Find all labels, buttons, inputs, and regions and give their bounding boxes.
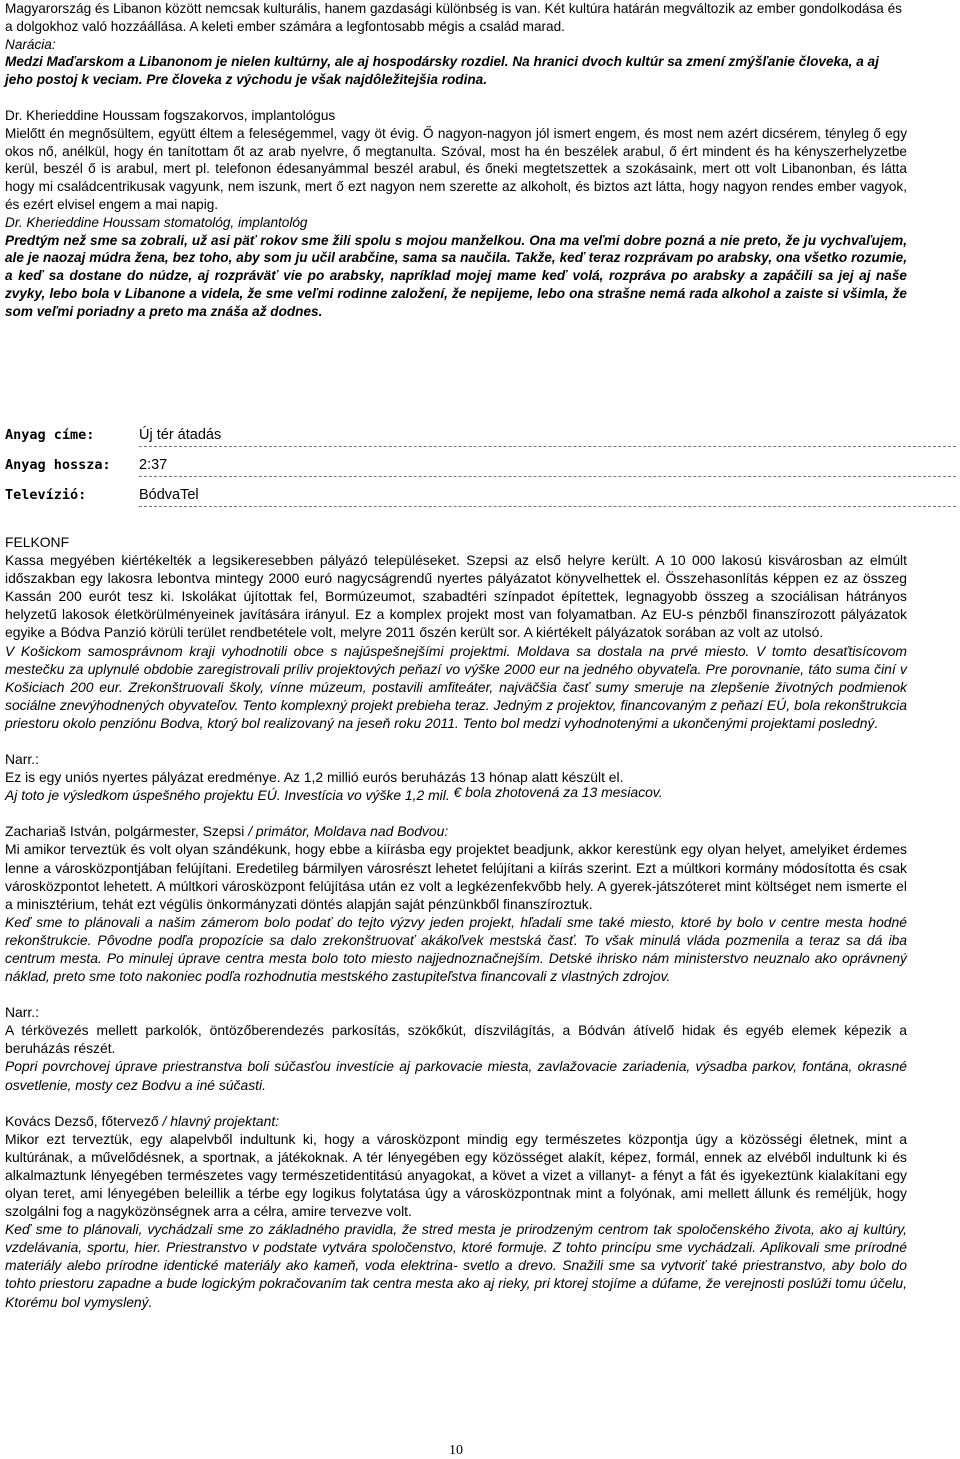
quote2-hu-paragraph: Mi amikor terveztük és volt olyan szándékunk, hogy ebbe a kiírásba egy projektet beadjunk, akkor kerestünk egy olyan helyet, amelyiket érdemes lenne a városközpontjában felújítani. Eredetileg bármilyen városrészt lehetet felújítani a kiírás szerint. Ezt a múltkori kormány módosította és csak városközpontot lehetett. A múltkori városközpont felújítása után ez volt a legkézenfekvőbb hely. A gyerek-játszóteret mint költséget nem ismerte el a minisztérium, tehát ezt végülis önkormányzati döntés alapján saját pénzünkből finanszíroztuk. xyxy=(5,841,907,912)
speaker2-sk-title: / primátor, Moldava nad Bodvou: xyxy=(248,823,449,840)
meta-tv-label: Televízió: xyxy=(5,487,87,503)
intro-paragraph: Magyarország és Libanon között nemcsak kulturális, hanem gazdasági különbség is van. Két kultúra határán megváltozik az ember gondolkodása és a dolgokhoz való hozzáállása. A keleti ember számára a legfontosabb mégis a család marad. xyxy=(5,1,902,34)
narr-label-1: Narr.: xyxy=(5,751,39,768)
meta-length-value: 2:37 xyxy=(139,457,168,473)
meta-title-label: Anyag címe: xyxy=(5,427,95,443)
narr1-sk-paragraph xyxy=(5,786,907,804)
meta-tv-value: BódvaTel xyxy=(139,487,199,503)
speaker-sk: Dr. Kherieddine Houssam stomatológ, implantológ xyxy=(5,214,308,230)
narr1-sk-part-a: Aj toto je výsledkom úspešného projektu EÚ. Investícia vo výške 1,2 mil. xyxy=(5,787,450,804)
narr1-hu-paragraph: Ez is egy uniós nyertes pályázat eredménye. Az 1,2 millió eurós beruházás 13 hónap alatt készült el. xyxy=(5,769,624,786)
narr1-sk-part-b: € bola zhotovená za 13 mesiacov. xyxy=(453,784,663,801)
narr-label-2: Narr.: xyxy=(5,1004,39,1021)
speaker2-name: Zachariaš István, polgármester, Szepsi xyxy=(5,823,245,840)
quote3-sk-paragraph: Keď sme to plánovali, vychádzali sme zo základného pravidla, že stred mesta je prirodzeným centrom tak spoločenského života, ako aj kultúry, vzdelávania, sportu, hier. Priestranstvo v podstate vytvára spoločenstvo, ktoré formuje. Z tohto princípu sme vychádzali. Aplikovali sme prírodné materiály alebo prírodne identické materiály ako kameň, voda elektrina- svetlo a drevo. Snažili sme sa vytvoriť také priestranstvo, aby bolo do tohto priestoru zapadne a bude logickým pokračovaním tak centra mesta ako aj rieky, pri ktorej stojíme a dúfame, že verejnosti poslúži tomu účelu, Ktorému bol vymyslený. xyxy=(5,1221,907,1310)
quote3-hu-paragraph: Mikor ezt terveztük, egy alapelvből indultunk ki, hogy a városközpont mindig egy természetes központja úgy a közösségi életnek, mint a kultúrának, a művelődésnek, a sportnak, a játékoknak. A tér lényegében egy közösséget alakít, képez, formál, ennek az elvéből indultunk ki és alkalmaztunk lényegében természetes vagy természetidentitású anyagokat, a követ a vizet a villanyt- a fényt a fát és igyekeztünk kialakítani egy olyan teret, ami lényegében beleillik a térbe egy logikus folytatása úgy a városközpontnak mint a folyónak, ami mellett állunk és reméljük, hogy szolgálni fog a nagyközönségnek arra a célra, amire tervezve volt. xyxy=(5,1130,907,1220)
narr2-sk-paragraph: Popri povrchovej úprave priestranstva boli súčasťou investície aj parkovacie miesta, zavlažovacie zariadenia, výsadba parkov, fontána, okrasné osvetlenie, mosty cez Bodvu a iné súčasti. xyxy=(5,1058,907,1093)
narr2-hu-paragraph: A térkövezés mellett parkolók, öntözőberendezés parkosítás, szökőkút, díszvilágítás, a Bódván átívelő hidak és egyéb elemek képezik a beruházás részét. xyxy=(5,1022,907,1057)
quote2-sk-paragraph: Keď sme to plánovali a našim zámerom bolo podať do tejto výzvy jeden projekt, hľadali sme také miesto, ktoré by bolo v centre mesta hodné rekonštrukcie. Pôvodne podľa propozície sa dalo zrekonštruovať akákoľvek mestská časť. To však minulá vláda pozmenila a teraz sa dá iba centrum mesta. Po minulej úprave centra mesta bolo toto miesto najjednoznačnejším. Detské ihrisko nám ministerstvo neuznalo ako oprávnený náklad, preto sme toto nakoniec podľa rozhodnutia mestského zastupiteľstva financovali z vlastných zdrojov. xyxy=(5,913,907,985)
meta-title-row xyxy=(5,415,956,445)
speaker3-sk-title: / hlavný projektant: xyxy=(162,1112,280,1129)
section-ter-atadas xyxy=(5,533,907,1311)
felkonf-sk-paragraph: V Košickom samosprávnom kraji vyhodnotili obce s najúspešnejšími projektmi. Moldava sa dostala na prvé miesto. V tomto desaťtisícovom mestečku za uplynulé obdobie zaregistrovali príliv projektových peňazí vo výške 2000 eur na jedného obyvateľa. Pre porovnanie, táto suma činí v Košiciach 200 eur. Zrekonštruovali školy, vínne múzeum, postavili amfiteáter, najväčšia časť sumy smeruje na zlepšenie životných podmienok sociálne znevýhodnených obyvateľov. Tento komplexný projekt prebieha teraz. Jedným z projektov, financovaným z peňazí EÚ, bola rekonštrukcia priestoru okolo penziónu Bodva, ktorý bol realizovaný na jeseň roku 2011. Tento bol medzi vyhodnotenými a ukončenými projektami posledný. xyxy=(5,642,907,731)
meta-tv-rule xyxy=(139,506,956,507)
speaker3-line xyxy=(5,1112,907,1130)
meta-title-value: Új tér átadás xyxy=(139,427,222,443)
meta-length-label: Anyag hossza: xyxy=(5,457,111,473)
section-libanon xyxy=(5,0,907,321)
narration-sk-paragraph: Medzi Maďarskom a Libanonom je nielen kultúrny, ale aj hospodársky rozdiel. Na hranici dvoch kultúr sa zmení zmýšľanie človeka, a aj jeho postoj k veciam. Pre človeka z východu je však najdôležitejšia rodina. xyxy=(5,54,879,88)
speaker2-line xyxy=(5,822,907,840)
narration-label: Narácia: xyxy=(5,36,56,52)
meta-length-row xyxy=(5,445,956,475)
quote-hu-paragraph: Mielőtt én megnősültem, együtt éltem a feleségemmel, vagy öt évig. Ő nagyon-nagyon jól ismert engem, és most nem azért dicsérem, tényleg ő egy okos nő, anélkül, hogy én tanítottam őt az arab nyelvre, ő megtanulta. Szóval, most ha én beszélek arabul, ő ért mindent és ha kényszerhelyzetbe kerül, beszél ő is arabul, mert pl. telefonon édesanyámmal beszél arabul, és őneki megtetszettek a szokásaink, mert ott volt Libanonban, és látta hogy mi családcentrikusak vagyunk, nem iszunk, mert ő ezt nagyon nem szerette az alkoholt, és biztos azt látta, hogy nagyon rendes ember vagyok, és ezért elvisel engem a mai napig. xyxy=(5,125,907,212)
meta-tv-row xyxy=(5,475,956,505)
felkonf-hu-paragraph: Kassa megyében kiértékelték a legsikeresebben pályázó településeket. Szepsi az első helyre került. A 10 000 lakosú kisvárosban az elmúlt időszakban egy lakosra lebontva mintegy 2000 euró nagycságrendű nyertes pályázatot könyvelhettek el. Összehasonlítás képpen ez az összeg Kassán 200 eurót tesz ki. Iskolákat újítottak fel, Bormúzeumot, szabadtéri színpadot építettek, legnagyobb összeg a szociálisan hátrányos helyzetű lakosok életkörülményeinek javítására irányul. Ez a komplex projekt most van folyamatban. Az EU-s pénzből finanszírozott pályázatok egyike a Bódva Panzió körüli terület rendbetétele volt, melyre 2011 őszén került sor. A kiértékelt pályázatok sorában az volt az utolsó. xyxy=(5,552,907,641)
page-number: 10 xyxy=(449,1443,463,1458)
speaker-hu: Dr. Kherieddine Houssam fogszakorvos, implantológus xyxy=(5,107,336,123)
quote-sk-paragraph: Predtým než sme sa zobrali, už asi päť rokov sme žili spolu s mojou manželkou. Ona ma veľmi dobre pozná a nie preto, že ju vychvaľujem, ale je naozaj múdra žena, bez toho, aby som ju učil arabčine, sama sa naučila. Takže, keď teraz rozprávam po arabsky, ona všetko rozumie, a keď sa dostane do núdze, aj rozpráväť vie po arabsky, napríklad mojej mame keď volá, rozpráva po arabsky a zapáčili sa jej aj naše zvyky, lebo bola v Libanone a videla, že sme veľmi rodinne založení, že nepijeme, lebo ona strašne nemá rada alkohol a zaiste si všimla, že som veľmi poriadny a preto ma znáša až dodnes. xyxy=(5,232,907,319)
speaker3-name: Kovács Dezső, főtervező xyxy=(5,1112,159,1129)
felkonf-label: FELKONF xyxy=(5,534,70,550)
